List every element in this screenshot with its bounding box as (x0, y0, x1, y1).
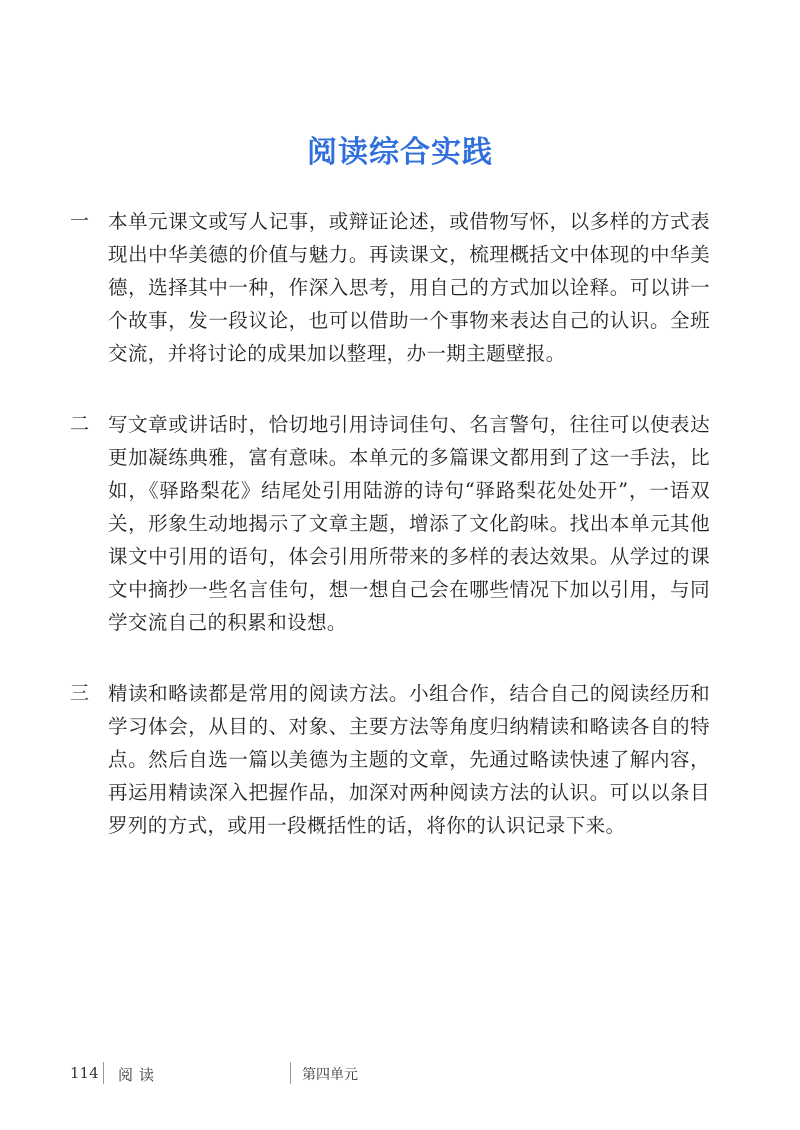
page-number: 114 (70, 1064, 99, 1082)
practice-item-1 (70, 205, 710, 370)
practice-content (70, 205, 710, 880)
page-footer (0, 1060, 800, 1090)
item-text: 写文章或讲话时，恰切地引用诗词佳句、名言警句，往往可以使表达更加凝练典雅，富有意味。本单元的多篇课文都用到了这一手法，比如，《驿路梨花》结尾处引用陆游的诗句“驿路梨花处处开”，一语双关，形象生动地揭示了文章主题，增添了文化韵味。找出本单元其他课文中引用的语句，体会引用所带来的多样的表达效果。从学过的课文中摘抄一些名言佳句，想一想自己会在哪些情况下加以引用，与同学交流自己的积累和设想。 (108, 413, 710, 634)
practice-item-3 (70, 677, 710, 842)
item-text: 本单元课文或写人记事，或辩证论述，或借物写怀，以多样的方式表现出中华美德的价值与魅力。再读课文，梳理概括文中体现的中华美德，选择其中一种，作深入思考，用自己的方式加以诠释。可以讲一个故事，发一段议论，也可以借助一个事物来表达自己的认识。全班交流，并将讨论的成果加以整理，办一期主题壁报。 (108, 210, 710, 365)
practice-item-2 (70, 408, 710, 639)
item-number: 三 (70, 682, 90, 704)
item-number: 一 (70, 210, 90, 232)
page-title: 阅读综合实践 (307, 135, 493, 171)
item-number: 二 (70, 413, 90, 435)
section-label: 阅读 (118, 1066, 161, 1084)
footer-divider (103, 1062, 104, 1084)
footer-divider (290, 1062, 291, 1084)
unit-label: 第四单元 (302, 1067, 358, 1083)
item-text: 精读和略读都是常用的阅读方法。小组合作，结合自己的阅读经历和学习体会，从目的、对象、主要方法等角度归纳精读和略读各自的特点。然后自选一篇以美德为主题的文章，先通过略读快速了解内容，再运用精读深入把握作品，加深对两种阅读方法的认识。可以以条目罗列的方式，或用一段概括性的话，将你的认识记录下来。 (108, 682, 710, 837)
